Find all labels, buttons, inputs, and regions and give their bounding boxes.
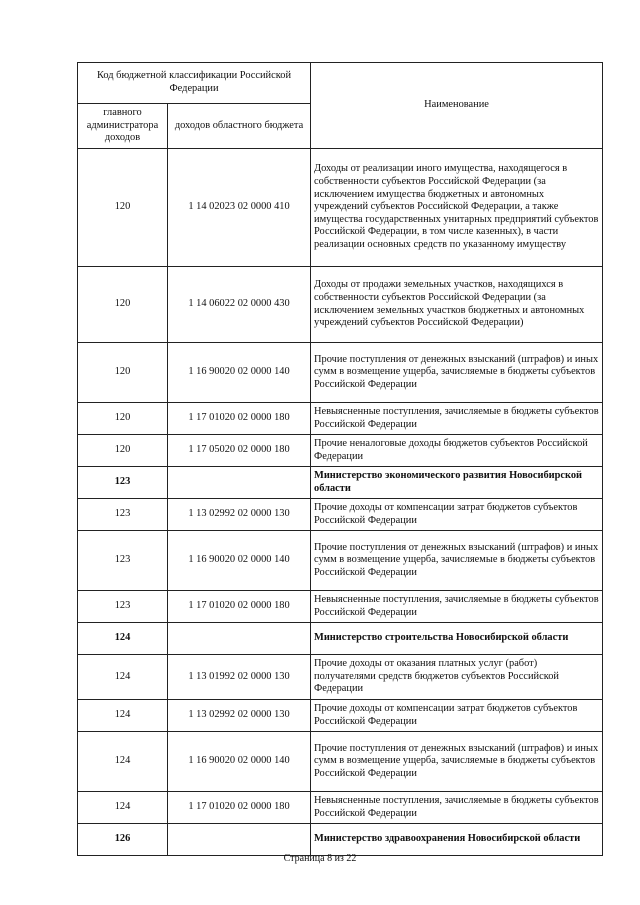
table-row	[78, 732, 603, 792]
cell-admin-code: 120	[78, 149, 168, 267]
cell-income-code: 1 14 02023 02 0000 410	[168, 149, 311, 267]
cell-income-code: 1 13 01992 02 0000 130	[168, 655, 311, 700]
cell-name: Прочие поступления от денежных взысканий (штрафов) и иных сумм в возмещение ущерба, зачисляемые в бюджеты субъектов Российской Федерации	[311, 732, 603, 792]
header-admin: главного администратора доходов	[78, 104, 168, 149]
cell-income-code: 1 17 05020 02 0000 180	[168, 435, 311, 467]
cell-income-code: 1 17 01020 02 0000 180	[168, 591, 311, 623]
cell-admin-code: 120	[78, 435, 168, 467]
cell-income-code: 1 16 90020 02 0000 140	[168, 531, 311, 591]
page-number: Страница 8 из 22	[283, 853, 357, 864]
cell-income-code: 1 16 90020 02 0000 140	[168, 343, 311, 403]
cell-name: Прочие поступления от денежных взысканий (штрафов) и иных сумм в возмещение ущерба, зачисляемые в бюджеты субъектов Российской Федерации	[311, 343, 603, 403]
cell-name: Прочие доходы от компенсации затрат бюджетов субъектов Российской Федерации	[311, 499, 603, 531]
budget-classification-table-container	[77, 62, 602, 856]
table-body	[78, 149, 603, 856]
table-row	[78, 591, 603, 623]
table-row	[78, 343, 603, 403]
cell-name: Невыясненные поступления, зачисляемые в бюджеты субъектов Российской Федерации	[311, 403, 603, 435]
cell-admin-code: 120	[78, 403, 168, 435]
cell-income-code	[168, 467, 311, 499]
cell-name: Прочие доходы от компенсации затрат бюджетов субъектов Российской Федерации	[311, 700, 603, 732]
cell-admin-code: 123	[78, 499, 168, 531]
table-row	[78, 655, 603, 700]
cell-name: Министерство экономического развития Новосибирской области	[311, 467, 603, 499]
cell-income-code: 1 13 02992 02 0000 130	[168, 700, 311, 732]
header-name: Наименование	[311, 63, 603, 149]
cell-admin-code: 124	[78, 700, 168, 732]
header-code: доходов областного бюджета	[168, 104, 311, 149]
cell-name: Доходы от продажи земельных участков, находящихся в собственности субъектов Российской Федерации (за исключением земельных участков бюджетных и автономных учреждений субъектов Российской Федерации)	[311, 267, 603, 343]
header-code-group: Код бюджетной классификации Российской Федерации	[78, 63, 311, 104]
table-row	[78, 499, 603, 531]
cell-income-code: 1 17 01020 02 0000 180	[168, 403, 311, 435]
cell-admin-code: 124	[78, 792, 168, 824]
cell-name: Доходы от реализации иного имущества, находящегося в собственности субъектов Российской Федерации (за исключением имущества бюджетных и автономных учреждений субъектов Российской Федерации, а также имущества государственных унитарных предприятий субъектов Российской Федерации, в том числе казенных), в части реализации основных средств по указанному имуществу	[311, 149, 603, 267]
cell-name: Министерство строительства Новосибирской области	[311, 623, 603, 655]
cell-name: Прочие поступления от денежных взысканий (штрафов) и иных сумм в возмещение ущерба, зачисляемые в бюджеты субъектов Российской Федерации	[311, 531, 603, 591]
table-row	[78, 467, 603, 499]
cell-name: Невыясненные поступления, зачисляемые в бюджеты субъектов Российской Федерации	[311, 591, 603, 623]
cell-name: Прочие доходы от оказания платных услуг (работ) получателями средств бюджетов субъектов Российской Федерации	[311, 655, 603, 700]
cell-admin-code: 120	[78, 267, 168, 343]
cell-admin-code: 124	[78, 623, 168, 655]
table-row	[78, 700, 603, 732]
table-row	[78, 403, 603, 435]
cell-name: Невыясненные поступления, зачисляемые в бюджеты субъектов Российской Федерации	[311, 792, 603, 824]
table-row	[78, 623, 603, 655]
cell-admin-code: 126	[78, 824, 168, 856]
table-row	[78, 531, 603, 591]
cell-name: Министерство здравоохранения Новосибирской области	[311, 824, 603, 856]
cell-admin-code: 124	[78, 732, 168, 792]
budget-classification-table	[77, 62, 603, 856]
cell-admin-code: 123	[78, 531, 168, 591]
cell-name: Прочие неналоговые доходы бюджетов субъектов Российской Федерации	[311, 435, 603, 467]
cell-admin-code: 124	[78, 655, 168, 700]
table-row	[78, 792, 603, 824]
table-row	[78, 267, 603, 343]
cell-admin-code: 123	[78, 467, 168, 499]
table-row	[78, 824, 603, 856]
cell-admin-code: 123	[78, 591, 168, 623]
cell-income-code	[168, 623, 311, 655]
cell-income-code: 1 14 06022 02 0000 430	[168, 267, 311, 343]
table-row	[78, 149, 603, 267]
table-row	[78, 435, 603, 467]
cell-income-code: 1 17 01020 02 0000 180	[168, 792, 311, 824]
cell-income-code	[168, 824, 311, 856]
cell-admin-code: 120	[78, 343, 168, 403]
cell-income-code: 1 13 02992 02 0000 130	[168, 499, 311, 531]
cell-income-code: 1 16 90020 02 0000 140	[168, 732, 311, 792]
